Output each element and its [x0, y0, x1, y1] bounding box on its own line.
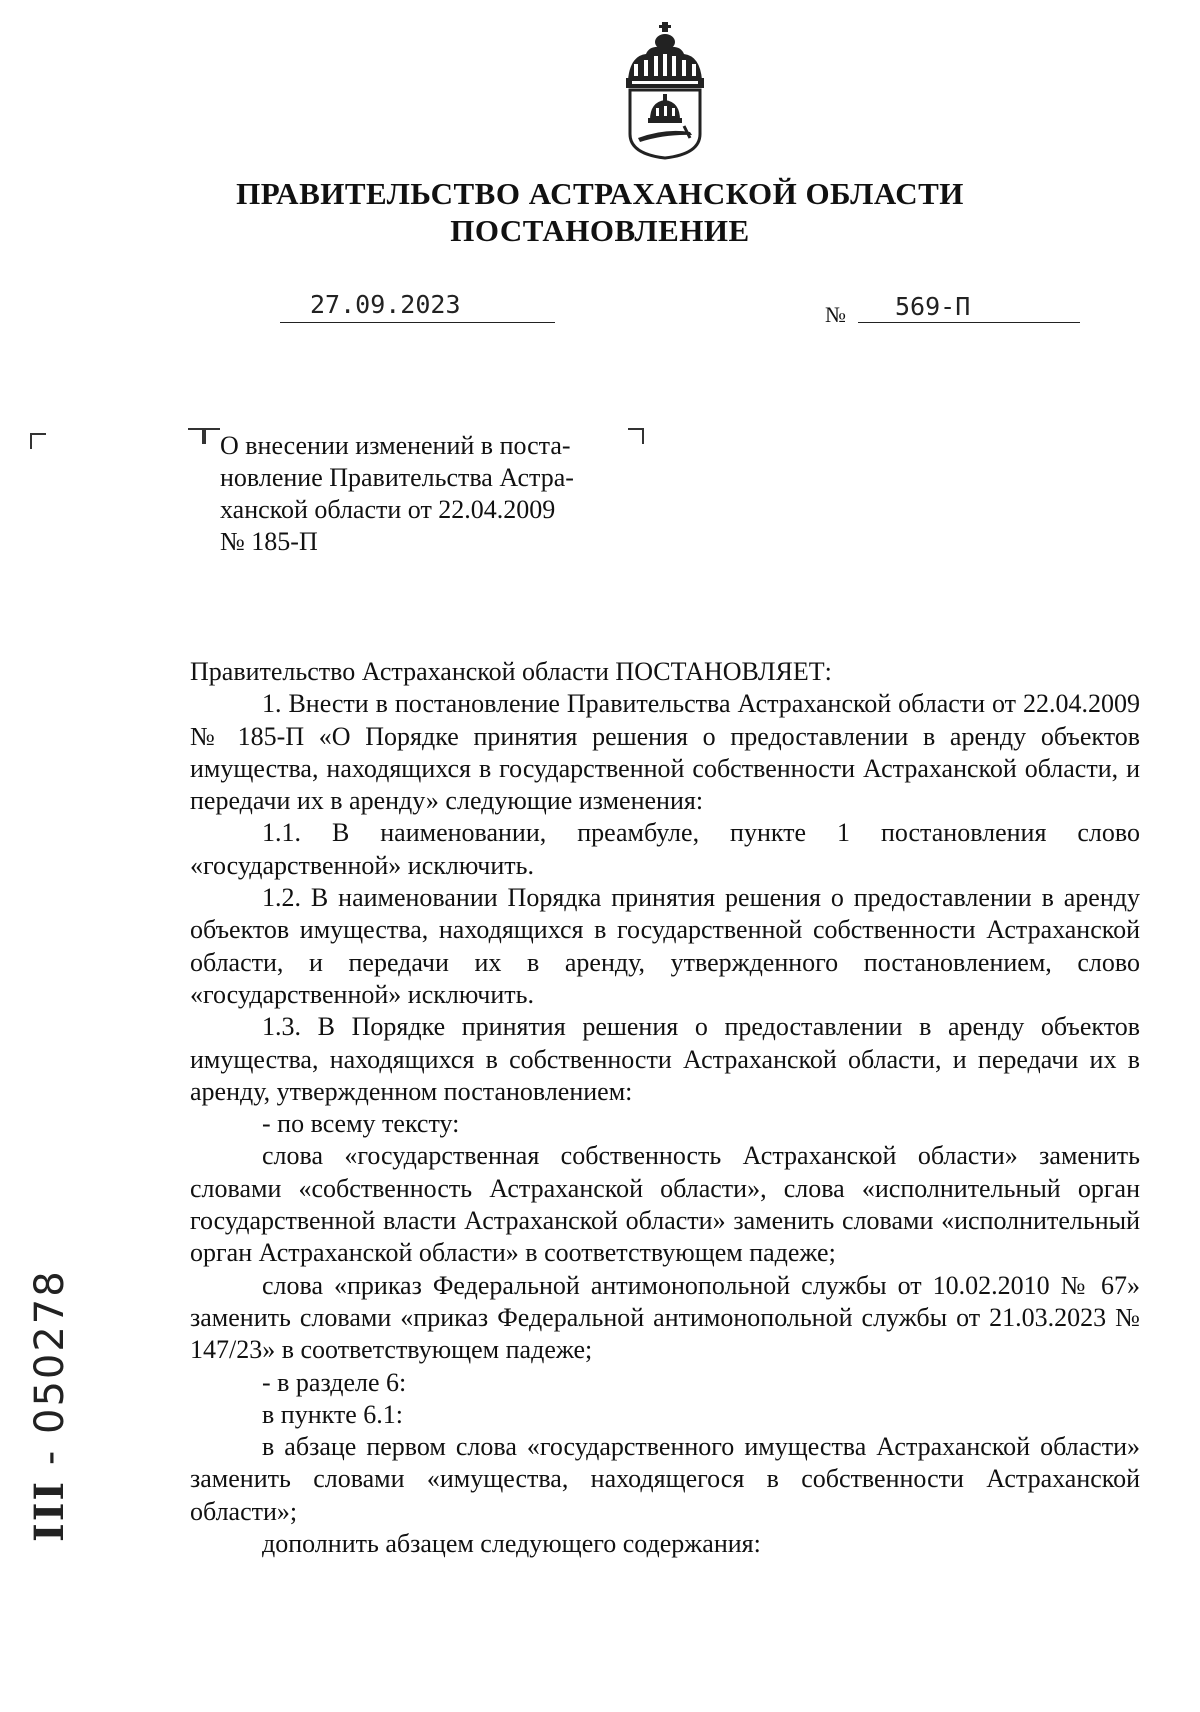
- paragraph-1: 1. Внести в постановление Правительства Астраханской области от 22.04.2009 № 185-П «О Порядке принятия решения о предоставлении в аренду объектов имущества, находящихся в государственной собственности Астраханской области, и передачи их в аренду» следующие изменения:: [190, 689, 1140, 816]
- paragraph-1-3: 1.3. В Порядке принятия решения о предоставлении в аренду объектов имущества, находящихся в собственности Астраханской области, и передачи их в аренду, утвержденном постановлением:: [190, 1012, 1140, 1106]
- serial-stamp: [26, 1269, 73, 1542]
- serial-series: III: [26, 1479, 73, 1542]
- paragraph-first-abzac: в абзаце первом слова «государственного имущества Астраханской области» заменить словами «имущества, находящегося в собственности Астраханской области»;: [190, 1432, 1140, 1526]
- document-number: 569-П: [895, 292, 971, 321]
- subject-corner-mark-left-outer: [188, 428, 204, 444]
- date-underline: [280, 322, 555, 323]
- preamble: Правительство Астраханской области ПОСТАНОВЛЯЕТ:: [190, 657, 832, 686]
- subject-line: новление Правительства Астра-: [220, 463, 574, 492]
- paragraph-words-replace-2: слова «приказ Федеральной антимонопольной службы от 10.02.2010 № 67» заменить словами «приказ Федеральной антимонопольной службы от 21.03.2023 № 147/23» в соответствующем падеже;: [190, 1270, 1140, 1365]
- document-subject: [220, 430, 620, 558]
- document-date: 27.09.2023: [310, 290, 461, 319]
- document-body: [190, 656, 1140, 1560]
- subject-corner-mark-right: [628, 428, 644, 444]
- subject-line: № 185-П: [220, 527, 318, 556]
- paragraph-words-replace-1: слова «государственная собственность Астраханской области» заменить словами «собственность Астраханской области», слова «исполнительный орган государственной власти Астраханской области» заменить словами «исполнительный орган Астраханской области» в соответствующем падеже;: [190, 1141, 1140, 1268]
- number-underline: [858, 322, 1080, 323]
- government-title: ПРАВИТЕЛЬСТВО АСТРАХАНСКОЙ ОБЛАСТИ: [236, 176, 964, 211]
- serial-number: - 050278: [27, 1269, 73, 1466]
- paragraph-whole-text: - по всему тексту:: [262, 1109, 460, 1139]
- subject-line: О внесении изменений в поста-: [220, 431, 571, 460]
- paragraph-point-6-1: в пункте 6.1:: [262, 1399, 404, 1429]
- paragraph-1-2: 1.2. В наименовании Порядка принятия решения о предоставлении в аренду объектов имущества, находящихся в государственной собственности Астраханской области, и передачи их в аренду, утвержденного постановлением, слово «государственной» исключить.: [190, 883, 1140, 1009]
- coat-of-arms-emblem: [620, 22, 710, 160]
- number-sign: №: [825, 302, 846, 327]
- left-corner-mark: [30, 433, 46, 449]
- paragraph-1-1: 1.1. В наименовании, преамбуле, пункте 1 постановления слово «государственной» исключить.: [190, 818, 1140, 880]
- subject-corner-mark-left-inner: [204, 428, 220, 444]
- paragraph-add-abzac: дополнить абзацем следующего содержания:: [262, 1529, 761, 1559]
- subject-line: ханской области от 22.04.2009: [220, 495, 556, 524]
- document-type-title: ПОСТАНОВЛЕНИЕ: [450, 213, 750, 248]
- paragraph-section-6: - в разделе 6:: [262, 1367, 407, 1397]
